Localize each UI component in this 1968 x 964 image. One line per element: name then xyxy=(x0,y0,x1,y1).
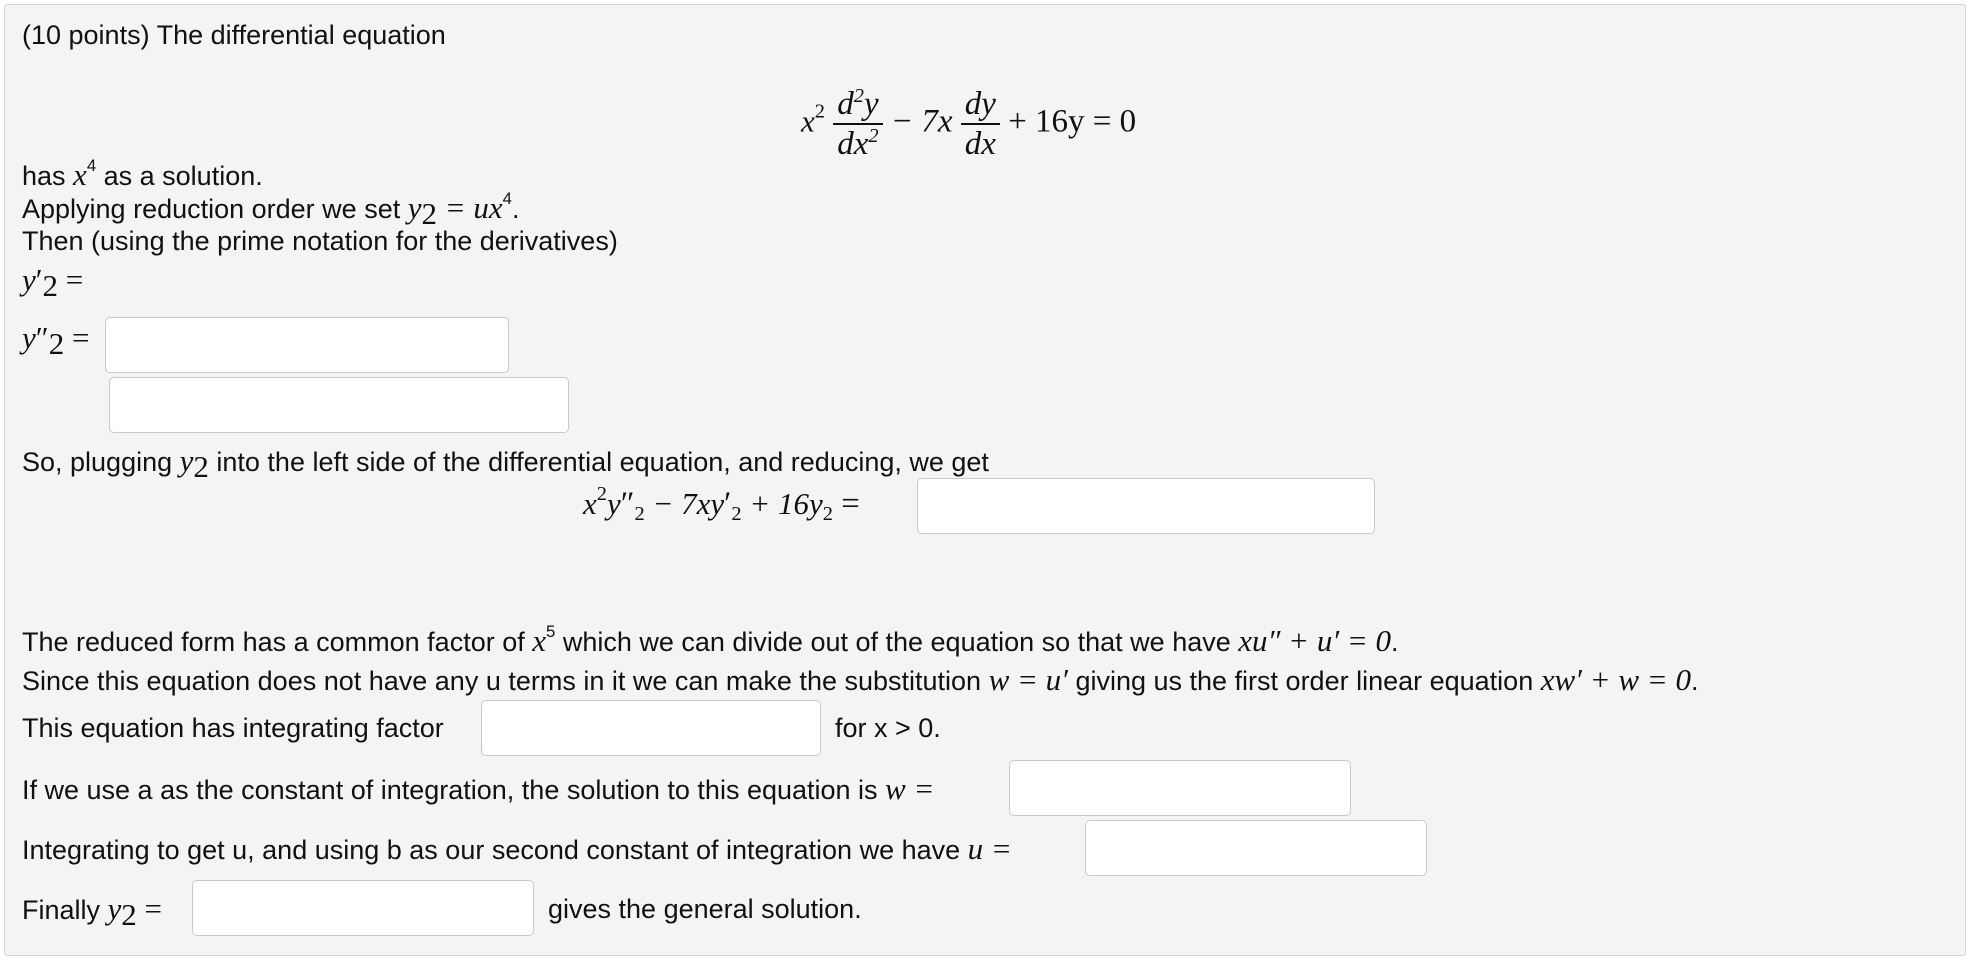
reduced-form-input[interactable] xyxy=(917,478,1375,534)
y2-double-prime-label: $y''_2$ = xyxy=(22,320,90,361)
substitution-line: Since this equation does not have any u terms in it we can make the substitution w = u′ giving us the first order linear equation xw′ + w = 0. xyxy=(22,662,1699,697)
w-solution-label: If we use a as the constant of integration, the solution to this equation is w = xyxy=(22,771,935,806)
intro-text: (10 points) The differential equation xyxy=(22,20,446,50)
eq-minus-term: − 7x xyxy=(890,103,953,140)
solution-line: has $x^4$ as a solution. xyxy=(22,156,263,192)
eq-x-exp: 2 xyxy=(814,100,825,123)
reduced-equation: $x^2y''_2 - 7xy'_2 + 16y_2$ = xyxy=(583,483,860,525)
eq-frac-second-derivative: $\frac{d^2y}{dx^2}$ xyxy=(833,85,882,163)
integrating-factor-label: This equation has integrating factor xyxy=(22,713,444,743)
integrating-factor-input[interactable] xyxy=(481,700,821,756)
y2-solution-input[interactable] xyxy=(192,880,534,936)
u-solution-label: Integrating to get u, and using b as our second constant of integration we have u = xyxy=(22,831,1012,866)
y2-double-prime-input[interactable] xyxy=(109,377,569,433)
eq-rest: + 16y = 0 xyxy=(1008,103,1137,140)
common-factor-line: The reduced form has a common factor of $x^5$ which we can divide out of the equation so that we have xu″ + u′ = 0. xyxy=(22,622,1399,658)
differential-equation xyxy=(801,85,1136,163)
w-solution-input[interactable] xyxy=(1009,760,1351,816)
plug-line: So, plugging $y_2$ into the left side of the differential equation, and reducing, we get xyxy=(22,443,989,484)
eq-x: x xyxy=(801,103,815,139)
general-solution-text: gives the general solution. xyxy=(548,894,862,924)
reduction-line: Applying reduction order we set $y_2 = ux^4$. xyxy=(22,189,520,231)
y2-prime-input[interactable] xyxy=(105,317,509,373)
u-solution-input[interactable] xyxy=(1085,820,1427,876)
integrating-factor-condition: for x > 0. xyxy=(835,713,941,743)
prime-note: Then (using the prime notation for the derivatives) xyxy=(22,226,618,256)
question-panel xyxy=(4,4,1966,956)
eq-frac-first-derivative: $\frac{dy}{dx}$ xyxy=(961,85,1000,163)
y2-prime-label: $y'_2$ = xyxy=(22,262,84,303)
final-y2-label: Finally $y_2$ = xyxy=(22,891,163,932)
